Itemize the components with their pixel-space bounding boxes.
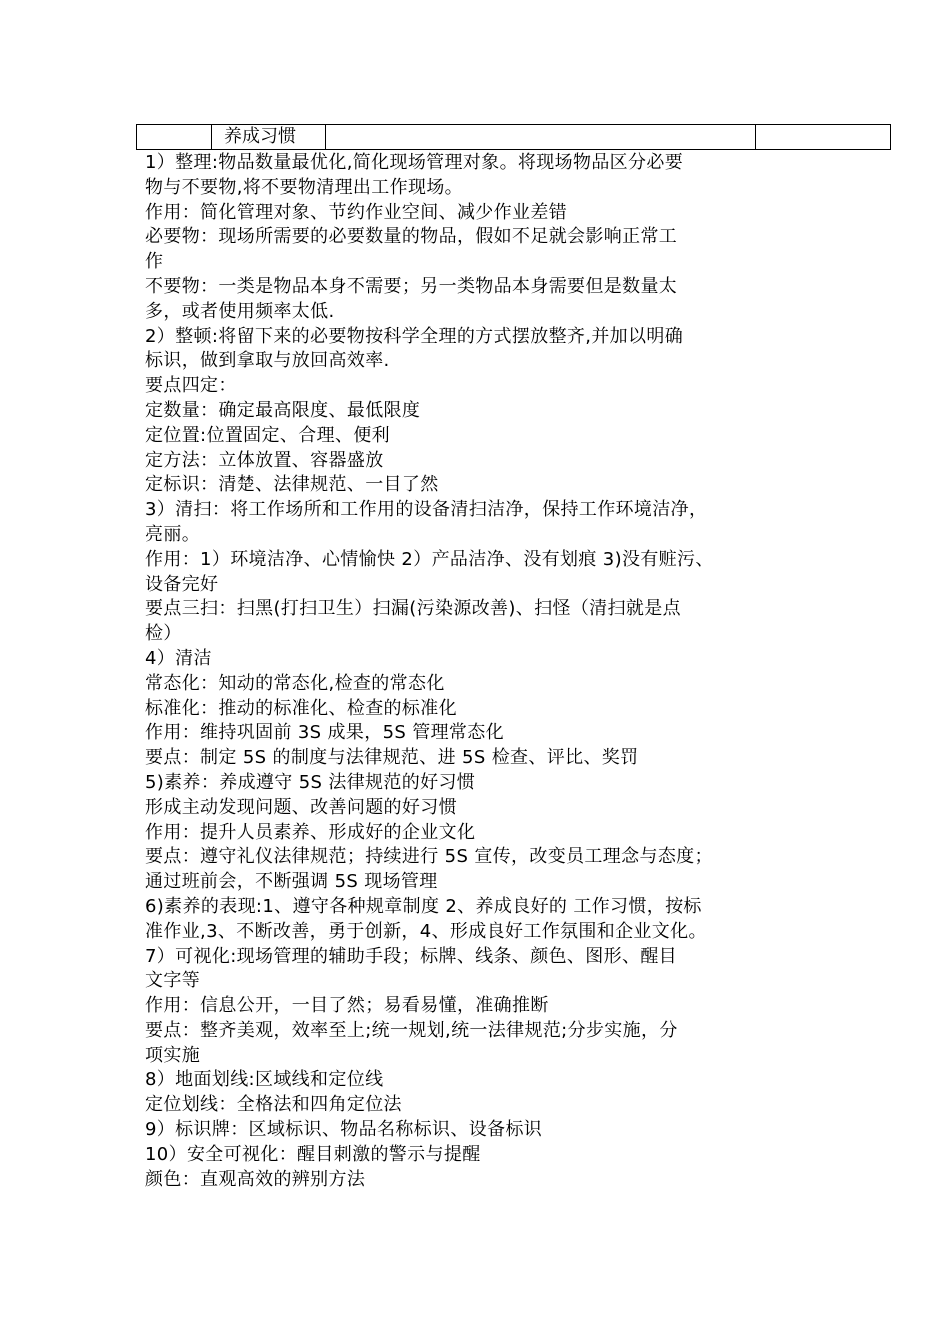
text-line: 设备完好 (145, 573, 219, 595)
text-line: 10）安全可视化：醒目刺激的警示与提醒 (145, 1143, 481, 1165)
text-line: 亮丽。 (145, 523, 201, 545)
text-line: 6)素养的表现:1、遵守各种规章制度 2、养成良好的 工作习惯，按标 (145, 895, 702, 917)
text-line: 常态化：知动的常态化,检查的常态化 (145, 672, 445, 694)
text-line: 必要物：现场所需要的必要数量的物品，假如不足就会影响正常工 (145, 226, 678, 248)
text-line: 1）整理:物品数量最优化,简化现场管理对象。将现场物品区分必要 (145, 152, 684, 173)
text-line: 定位划线：全格法和四角定位法 (145, 1094, 402, 1116)
text-line: 要点：遵守礼仪法律规范；持续进行 5S 宣传，改变员工理念与态度； (145, 846, 713, 868)
text-line: 要点三扫：扫黑(打扫卫生）扫漏(污染源改善)、扫怪（清扫就是点 (145, 598, 681, 620)
table-cell-title: 养成习惯 (212, 125, 326, 150)
text-line: 定位置:位置固定、合理、便利 (145, 424, 390, 446)
text-line: 作用：简化管理对象、节约作业空间、减少作业差错 (145, 201, 568, 223)
text-line: 3）清扫：将工作场所和工作用的设备清扫洁净，保持工作环境洁净， (145, 499, 708, 521)
text-line: 要点四定： (145, 375, 237, 397)
text-line: 项实施 (145, 1044, 201, 1066)
text-line: 2）整顿:将留下来的必要物按科学全理的方式摆放整齐,并加以明确 (145, 325, 684, 347)
text-line: 文字等 (145, 970, 201, 992)
text-line: 要点：制定 5S 的制度与法律规范、进 5S 检查、评比、奖罚 (145, 747, 639, 769)
table-cell (137, 125, 212, 150)
text-line: 作用：1）环境洁净、心情愉快 2）产品洁净、没有划痕 3)没有赃污、 (145, 548, 714, 570)
text-line: 要点：整齐美观，效率至上;统一规划,统一法律规范;分步实施，分 (145, 1019, 678, 1041)
text-line: 定方法：立体放置、容器盛放 (145, 449, 384, 471)
text-line: 通过班前会，不断强调 5S 现场管理 (145, 871, 438, 893)
table-cell (326, 125, 756, 150)
text-line: 颜色：直观高效的辨别方法 (145, 1168, 366, 1190)
text-line: 5)素养：养成遵守 5S 法律规范的好习惯 (145, 771, 476, 793)
text-line: 标识，做到拿取与放回高效率. (145, 350, 390, 372)
text-line: 物与不要物,将不要物清理出工作现场。 (145, 176, 464, 198)
text-line: 4）清洁 (145, 647, 212, 669)
text-line: 作用：信息公开，一目了然；易看易懂，准确推断 (145, 995, 549, 1017)
header-table (136, 124, 891, 150)
text-line: 定标识：清楚、法律规范、一目了然 (145, 474, 439, 496)
text-line: 不要物：一类是物品本身不需要；另一类物品本身需要但是数量太 (145, 275, 678, 297)
text-line: 准作业,3、不断改善，勇于创新，4、形成良好工作氛围和企业文化。 (145, 920, 707, 942)
table-cell (756, 125, 891, 150)
text-line: 作用：维持巩固前 3S 成果，5S 管理常态化 (145, 722, 504, 744)
text-line: 定数量：确定最高限度、最低限度 (145, 399, 421, 421)
text-line: 作用：提升人员素养、形成好的企业文化 (145, 821, 476, 843)
table-row (137, 125, 891, 150)
text-line: 形成主动发现问题、改善问题的好习惯 (145, 796, 457, 818)
text-line: 多，或者使用频率太低. (145, 300, 335, 322)
text-line: 标准化：推动的标准化、检查的标准化 (145, 697, 457, 719)
text-line: 作 (145, 251, 164, 273)
text-line: 检） (145, 623, 182, 645)
text-line: 7）可视化:现场管理的辅助手段；标牌、线条、颜色、图形、醒目 (145, 945, 678, 967)
document-body (145, 151, 835, 1192)
text-line: 8）地面划线:区域线和定位线 (145, 1069, 384, 1091)
text-line: 9）标识牌：区域标识、物品名称标识、设备标识 (145, 1119, 543, 1141)
